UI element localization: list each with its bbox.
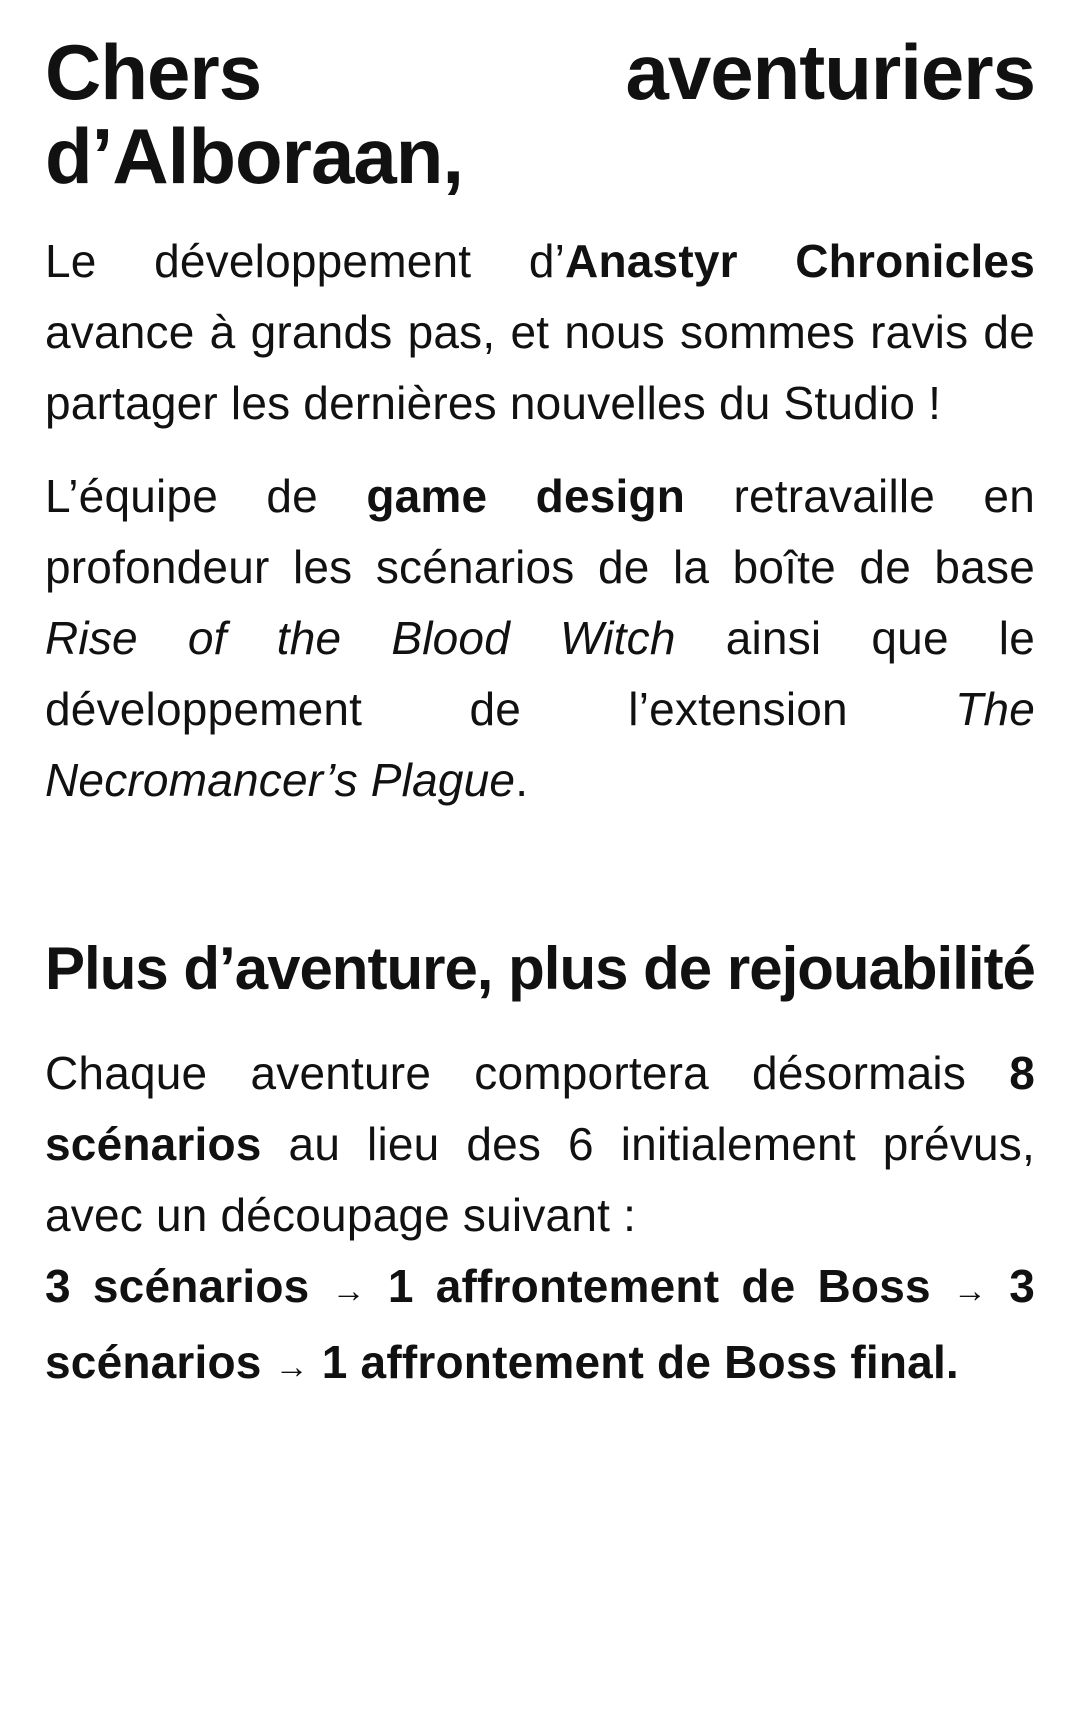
arrow-right-icon: →: [274, 1348, 309, 1386]
base-box-title: Rise of the Blood Witch: [45, 612, 676, 664]
team-text-2: retravaille en profondeur les scénarios de la boîte de base: [45, 470, 1036, 593]
scenario-count-bold: 8 scénarios: [45, 1047, 1035, 1170]
scenarios-text-1: Chaque aventure comportera désormais: [45, 1047, 1010, 1099]
intro-text-1: Le développement d’: [45, 235, 566, 287]
scenarios-text-2: au lieu des 6 initialement prévus, avec un découpage suivant :: [45, 1118, 1035, 1241]
sequence-step-2: 1 affrontement de Boss: [387, 1260, 931, 1312]
section-title: Plus d’aventure, plus de rejouabilité: [45, 935, 1035, 1002]
sequence-step-1: 3 scénarios: [45, 1260, 310, 1312]
expansion-title: The Necromancer’s Plague: [45, 683, 1035, 806]
intro-text-2: avance à grands pas, et nous sommes ravis de partager les dernières nouvelles du Studio !: [45, 306, 1035, 429]
article-title: Chers aventuriers d’Alboraan,: [45, 28, 1035, 200]
team-text-3: ainsi que le développement de l’extension: [45, 612, 1035, 735]
scenario-sequence: [45, 1251, 1035, 1403]
team-paragraph: [45, 461, 1035, 816]
team-text-4: .: [515, 754, 529, 806]
scenarios-paragraph: [45, 1038, 1035, 1251]
arrow-right-icon: →: [331, 1272, 366, 1310]
game-design-bold: game design: [366, 470, 686, 522]
game-title-bold: Anastyr Chronicles: [565, 235, 1035, 287]
arrow-right-icon: →: [952, 1272, 988, 1310]
sequence-step-3: 3 scénarios: [45, 1260, 1035, 1388]
intro-paragraph: [45, 226, 1035, 439]
team-text-1: L’équipe de: [45, 470, 367, 522]
sequence-step-4: 1 affrontement de Boss final.: [321, 1336, 959, 1388]
